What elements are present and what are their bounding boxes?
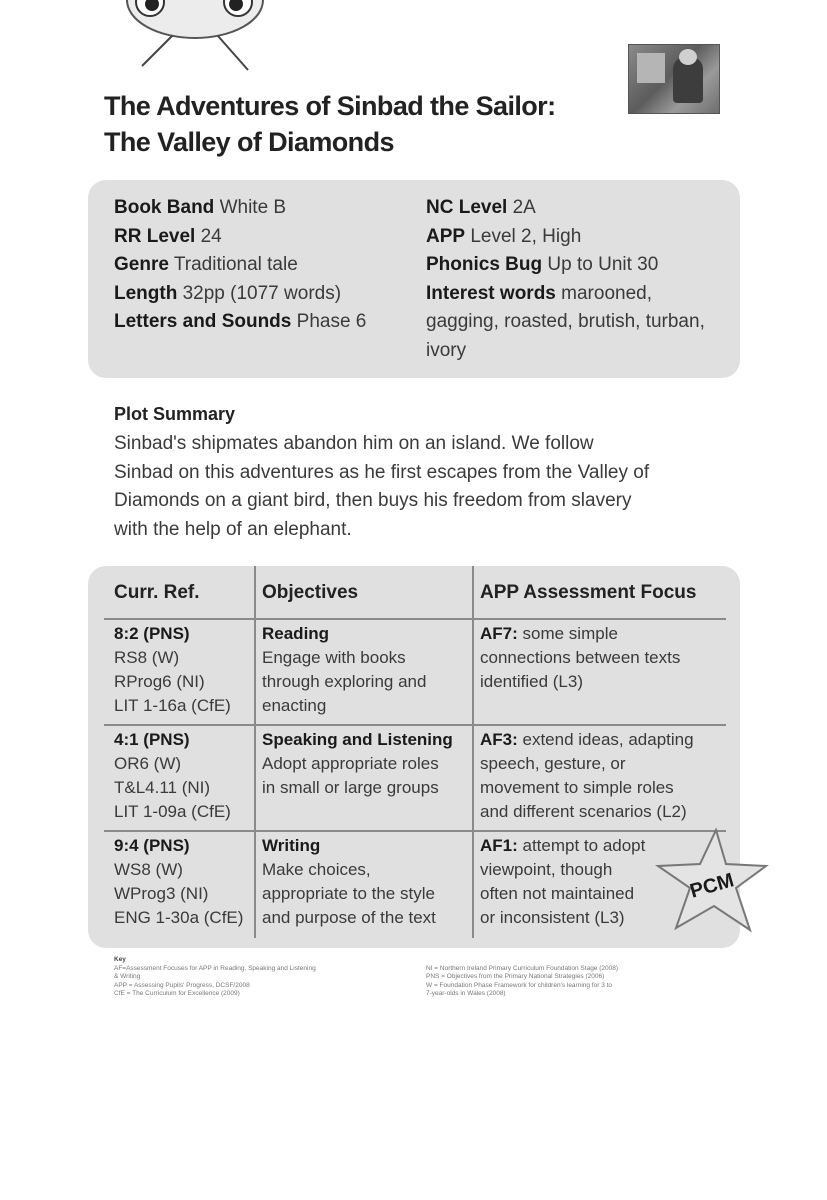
info-label: Book Band: [114, 197, 215, 218]
curr-ref-code: WProg3 (NI): [114, 884, 209, 903]
info-value: White B: [219, 197, 287, 218]
book-info-box: [88, 180, 740, 378]
curr-ref-cell: [114, 834, 243, 930]
curr-ref-primary: 9:4 (PNS): [114, 836, 190, 855]
key-note: W = Foundation Phase Framework for children's learning for 3 to: [426, 981, 613, 989]
assessment-focus-line: movement to simple roles: [480, 778, 674, 797]
row-divider: [104, 830, 726, 832]
page-title: [104, 88, 624, 160]
info-value: Up to Unit 30: [547, 254, 659, 275]
objective-cell: [262, 728, 453, 800]
objective-line: and purpose of the text: [262, 908, 436, 927]
column-header-curr-ref: Curr. Ref.: [114, 582, 200, 603]
assessment-focus-text: some simple: [517, 624, 618, 643]
objective-title: [262, 834, 436, 858]
objective-line: Make choices,: [262, 860, 371, 879]
objective-line: through exploring and: [262, 672, 427, 691]
info-label: Genre: [114, 254, 169, 275]
curr-ref-code: ENG 1-30a (CfE): [114, 908, 244, 927]
info-label: Length: [114, 282, 178, 304]
key-note: CfE = The Curriculum for Excellence (2009): [114, 990, 240, 997]
curr-ref-code: LIT 1-09a (CfE): [114, 802, 231, 821]
info-label: Letters and Sounds: [114, 311, 292, 332]
curr-ref-code: T&L4.11 (NI): [114, 778, 211, 797]
objective-title-text: Writing: [262, 836, 321, 855]
key-note: & Writing: [114, 973, 141, 980]
book-cover-thumbnail: [628, 44, 720, 114]
curr-ref-code: [114, 728, 231, 752]
assessment-focus-code: AF7:: [480, 624, 518, 643]
assessment-focus-line: [480, 728, 694, 752]
curr-ref-code: [114, 622, 231, 646]
assessment-focus-line: [480, 622, 680, 646]
objective-cell: [262, 834, 436, 930]
pcm-star-badge: [654, 826, 770, 938]
assessment-focus-code: AF1:: [480, 836, 518, 855]
curr-ref-primary: 8:2 (PNS): [114, 624, 190, 643]
info-length: [114, 280, 414, 309]
assessment-focus-line: viewpoint, though: [480, 860, 613, 879]
key-note: 7-year-olds in Wales (2008): [426, 990, 506, 997]
info-label: APP: [426, 225, 466, 247]
info-label: RR Level: [114, 225, 196, 247]
info-value: 2A: [512, 197, 536, 218]
plot-summary-text: [114, 430, 714, 544]
objective-title: [262, 728, 453, 752]
info-label: Phonics Bug: [426, 254, 543, 275]
key-notes-left: [114, 956, 414, 999]
column-divider: [254, 566, 256, 938]
pcm-label: PCM: [687, 869, 737, 903]
assessment-focus-cell: [480, 834, 645, 930]
assessment-focus-line: and different scenarios (L2): [480, 802, 687, 821]
assessment-focus-text: attempt to adopt: [517, 836, 646, 855]
curr-ref-cell: [114, 622, 231, 718]
assessment-focus-cell: [480, 728, 694, 824]
book-info-right-column: [426, 194, 726, 365]
key-note: APP = Assessing Pupils' Progress, DCSF/2008: [114, 981, 250, 989]
column-header-objectives: Objectives: [262, 582, 359, 603]
key-note: NI = Northern Ireland Primary Curriculum Foundation Stage (2008): [426, 964, 619, 972]
info-book-band: [114, 194, 414, 223]
column-divider: [472, 566, 474, 938]
curr-ref-code: RProg6 (NI): [114, 672, 205, 691]
objective-title-text: Speaking and Listening: [262, 730, 453, 749]
assessment-focus-line: identified (L3): [480, 672, 584, 691]
objective-line: Adopt appropriate roles: [262, 754, 439, 773]
objective-line: in small or large groups: [262, 778, 439, 797]
info-interest-words: [426, 280, 726, 366]
row-divider: [104, 724, 726, 726]
curr-ref-code: RS8 (W): [114, 648, 180, 667]
book-info-left-column: [114, 194, 414, 337]
info-nc-level: [426, 194, 726, 223]
plot-line: Sinbad's shipmates abandon him on an island. We follow: [114, 433, 594, 454]
curr-ref-code: WS8 (W): [114, 860, 183, 879]
plot-line: Sinbad on this adventures as he first escapes from the Valley of: [114, 461, 650, 483]
key-notes-right: [426, 956, 726, 999]
objective-title-text: Reading: [262, 624, 330, 643]
info-value: Traditional tale: [173, 254, 298, 275]
info-value: marooned, gagging, roasted, brutish, turban, ivory: [426, 282, 705, 361]
assessment-focus-line: often not maintained: [480, 884, 635, 903]
assessment-focus-code: AF3:: [480, 730, 518, 749]
bug-mascot-image: [120, 0, 270, 80]
curr-ref-code: [114, 834, 243, 858]
curr-ref-cell: [114, 728, 231, 824]
objective-cell: [262, 622, 426, 718]
info-value: 32pp (1077 words): [182, 282, 342, 304]
objective-line: Engage with books: [262, 648, 406, 667]
title-line-1: The Adventures of Sinbad the Sailor:: [104, 91, 556, 121]
assessment-focus-line: [480, 834, 645, 858]
info-value: 24: [200, 225, 222, 247]
info-genre: [114, 251, 414, 280]
assessment-focus-line: or inconsistent (L3): [480, 908, 625, 927]
key-note: AF=Assessment Focuses for APP in Reading, Speaking and Listening: [114, 964, 316, 972]
assessment-focus-cell: [480, 622, 680, 694]
curr-ref-primary: 4:1 (PNS): [114, 730, 190, 749]
objective-line: enacting: [262, 696, 327, 715]
objective-line: appropriate to the style: [262, 884, 435, 903]
info-value: Phase 6: [296, 311, 367, 332]
plot-summary-heading: Plot Summary: [114, 404, 236, 424]
info-label: NC Level: [426, 197, 508, 218]
assessment-focus-line: speech, gesture, or: [480, 754, 626, 773]
objective-title: [262, 622, 426, 646]
info-label: Interest words: [426, 282, 556, 304]
row-divider: [104, 618, 726, 620]
column-header-app-assessment-focus: APP Assessment Focus: [480, 582, 697, 603]
curr-ref-code: LIT 1-16a (CfE): [114, 696, 231, 715]
info-app: [426, 223, 726, 252]
plot-summary: [114, 402, 714, 544]
plot-line: Diamonds on a giant bird, then buys his freedom from slavery: [114, 490, 632, 511]
assessment-focus-text: extend ideas, adapting: [517, 730, 694, 749]
key-heading: Key: [114, 956, 126, 963]
curr-ref-code: OR6 (W): [114, 754, 182, 773]
assessment-focus-line: connections between texts: [480, 648, 681, 667]
info-rr-level: [114, 223, 414, 252]
curriculum-table: [88, 566, 740, 948]
info-letters-and-sounds: [114, 308, 414, 337]
info-phonics-bug: [426, 251, 726, 280]
title-line-2: The Valley of Diamonds: [104, 127, 394, 157]
key-note: PNS = Objectives from the Primary National Strategies (2006): [426, 973, 605, 980]
plot-line: with the help of an elephant.: [114, 518, 352, 540]
info-value: Level 2, High: [470, 225, 582, 247]
